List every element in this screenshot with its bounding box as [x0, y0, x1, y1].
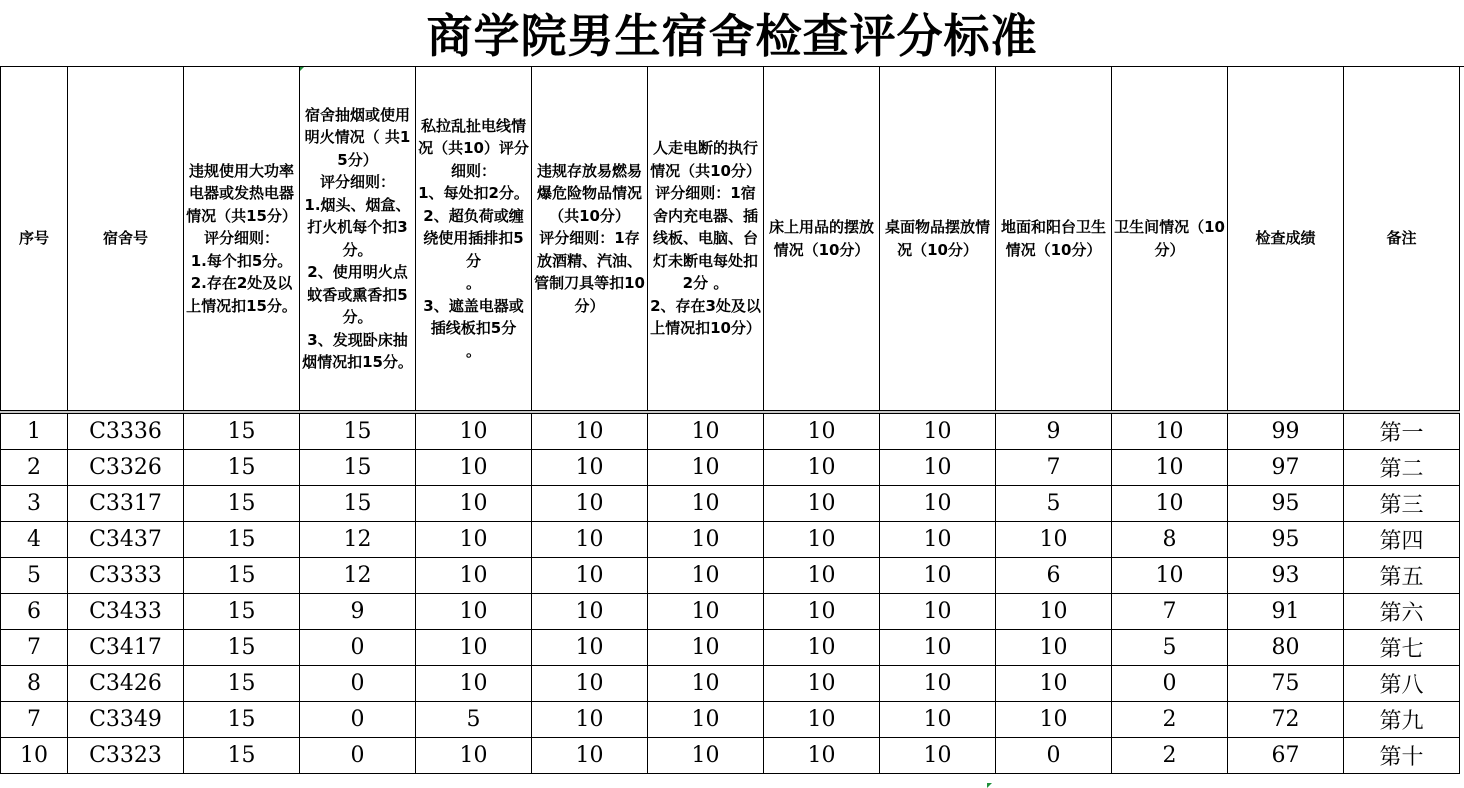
table-cell[interactable]: 10 — [1112, 486, 1228, 522]
header-cell[interactable]: 卫生间情况（10分） — [1112, 67, 1228, 411]
header-cell[interactable]: 备注 — [1344, 67, 1460, 411]
table-cell[interactable]: 0 — [1112, 666, 1228, 702]
table-cell[interactable]: 10 — [648, 414, 764, 450]
table-cell[interactable]: 10 — [1112, 414, 1228, 450]
table-cell[interactable]: 0 — [300, 702, 416, 738]
table-cell[interactable]: 10 — [532, 738, 648, 774]
table-cell[interactable]: 0 — [300, 630, 416, 666]
table-cell[interactable]: 10 — [416, 594, 532, 630]
table-cell[interactable]: 5 — [1112, 630, 1228, 666]
table-cell[interactable]: 67 — [1228, 738, 1344, 774]
table-cell[interactable]: 15 — [184, 702, 300, 738]
score-table — [0, 66, 1460, 774]
header-cell[interactable]: 宿舍抽烟或使用明火情况（ 共15分） 评分细则： 1.烟头、烟盒、打火机每个扣3分。 2、使用明火点蚊香或熏香扣5分。 3、发现卧床抽烟情况扣15分。 — [300, 67, 416, 411]
table-cell[interactable]: 10 — [532, 702, 648, 738]
table-cell[interactable]: 第五 — [1344, 558, 1460, 594]
table-cell[interactable]: 10 — [880, 522, 996, 558]
table-cell[interactable]: 8 — [1, 666, 68, 702]
header-cell[interactable]: 序号 — [1, 67, 68, 411]
table-cell[interactable]: 10 — [416, 558, 532, 594]
table-cell[interactable]: 6 — [1, 594, 68, 630]
table-cell[interactable]: 第三 — [1344, 486, 1460, 522]
table-cell[interactable]: 第十 — [1344, 738, 1460, 774]
table-row — [1, 414, 1460, 450]
comment-marker-icon — [987, 783, 992, 788]
table-cell[interactable]: C3433 — [68, 594, 184, 630]
table-cell[interactable]: 10 — [532, 558, 648, 594]
table-cell[interactable]: 12 — [300, 522, 416, 558]
table-row — [1, 486, 1460, 522]
table-cell[interactable]: 8 — [1112, 522, 1228, 558]
table-cell[interactable]: 10 — [880, 414, 996, 450]
table-row — [1, 738, 1460, 774]
table-cell[interactable]: 10 — [880, 702, 996, 738]
table-cell[interactable]: 10 — [532, 450, 648, 486]
table-row — [1, 450, 1460, 486]
table-cell[interactable]: 10 — [764, 522, 880, 558]
table-cell[interactable]: 7 — [1, 630, 68, 666]
header-cell[interactable]: 宿舍号 — [68, 67, 184, 411]
table-cell[interactable]: 10 — [880, 558, 996, 594]
table-cell[interactable]: 10 — [416, 486, 532, 522]
table-cell[interactable]: 10 — [764, 702, 880, 738]
table-cell[interactable]: 10 — [416, 738, 532, 774]
table-cell[interactable]: 第一 — [1344, 414, 1460, 450]
table-cell[interactable]: 9 — [300, 594, 416, 630]
table-cell[interactable]: 10 — [532, 522, 648, 558]
table-cell[interactable]: 10 — [996, 522, 1112, 558]
table-cell[interactable]: 第九 — [1344, 702, 1460, 738]
table-cell[interactable]: 第七 — [1344, 630, 1460, 666]
table-cell[interactable]: 12 — [300, 558, 416, 594]
table-cell[interactable]: 10 — [416, 450, 532, 486]
table-row — [1, 630, 1460, 666]
table-cell[interactable]: 10 — [764, 666, 880, 702]
table-cell[interactable]: 15 — [184, 486, 300, 522]
table-cell[interactable]: 10 — [648, 738, 764, 774]
table-cell[interactable]: C3336 — [68, 414, 184, 450]
table-cell[interactable]: 10 — [532, 630, 648, 666]
table-cell[interactable]: 10 — [1, 738, 68, 774]
table-cell[interactable]: 10 — [416, 522, 532, 558]
header-cell[interactable]: 地面和阳台卫生情况（10分） — [996, 67, 1112, 411]
table-cell[interactable]: 93 — [1228, 558, 1344, 594]
table-cell[interactable]: 10 — [648, 522, 764, 558]
table-cell[interactable]: 10 — [880, 666, 996, 702]
table-cell[interactable]: 15 — [184, 558, 300, 594]
table-cell[interactable]: C3323 — [68, 738, 184, 774]
table-cell[interactable]: 0 — [300, 666, 416, 702]
table-cell[interactable]: C3326 — [68, 450, 184, 486]
table-cell[interactable]: 5 — [416, 702, 532, 738]
header-cell[interactable]: 人走电断的执行情况（共10分） 评分细则：1宿舍内充电器、插线板、电脑、台灯未断电每处扣2分 。 2、存在3处及以上情况扣10分） — [648, 67, 764, 411]
table-cell[interactable]: 10 — [880, 450, 996, 486]
table-cell[interactable]: 15 — [300, 450, 416, 486]
table-cell[interactable]: 10 — [648, 594, 764, 630]
table-cell[interactable]: C3333 — [68, 558, 184, 594]
table-cell[interactable]: 4 — [1, 522, 68, 558]
table-cell[interactable]: 10 — [996, 594, 1112, 630]
table-cell[interactable]: 10 — [880, 738, 996, 774]
table-cell[interactable]: 91 — [1228, 594, 1344, 630]
table-cell[interactable]: 15 — [184, 450, 300, 486]
table-cell[interactable]: 10 — [1112, 558, 1228, 594]
header-cell[interactable]: 违规存放易燃易爆危险物品情况（共10分） 评分细则：1存放酒精、汽油、管制刀具等扣10分） — [532, 67, 648, 411]
table-cell[interactable]: 1 — [1, 414, 68, 450]
table-cell[interactable]: 10 — [764, 414, 880, 450]
table-cell[interactable]: 10 — [532, 594, 648, 630]
table-cell[interactable]: 10 — [648, 630, 764, 666]
table-row — [1, 702, 1460, 738]
table-cell[interactable]: 15 — [184, 666, 300, 702]
table-cell[interactable]: 10 — [996, 666, 1112, 702]
table-cell[interactable]: 7 — [1112, 594, 1228, 630]
table-cell[interactable]: 80 — [1228, 630, 1344, 666]
table-cell[interactable]: 10 — [764, 486, 880, 522]
table-cell[interactable]: 75 — [1228, 666, 1344, 702]
table-cell[interactable]: 10 — [416, 630, 532, 666]
table-cell[interactable]: 7 — [996, 450, 1112, 486]
table-cell[interactable]: 2 — [1112, 738, 1228, 774]
table-row — [1, 666, 1460, 702]
table-cell[interactable]: 0 — [300, 738, 416, 774]
table-cell[interactable]: 10 — [416, 414, 532, 450]
table-cell[interactable]: 15 — [184, 522, 300, 558]
table-cell[interactable]: 10 — [1112, 450, 1228, 486]
table-cell[interactable]: 15 — [300, 486, 416, 522]
table-cell[interactable]: 10 — [648, 666, 764, 702]
table-cell[interactable]: C3417 — [68, 630, 184, 666]
table-cell[interactable]: 10 — [648, 702, 764, 738]
table-cell[interactable]: 10 — [880, 630, 996, 666]
table-cell[interactable]: 15 — [184, 414, 300, 450]
table-cell[interactable]: 10 — [996, 630, 1112, 666]
table-cell[interactable]: 10 — [764, 738, 880, 774]
table-cell[interactable]: 95 — [1228, 522, 1344, 558]
table-cell[interactable]: 10 — [764, 630, 880, 666]
header-cell[interactable]: 床上用品的摆放情况（10分） — [764, 67, 880, 411]
table-cell[interactable]: 2 — [1112, 702, 1228, 738]
table-cell[interactable]: 10 — [416, 666, 532, 702]
header-cell[interactable]: 检查成绩 — [1228, 67, 1344, 411]
table-cell[interactable]: 第六 — [1344, 594, 1460, 630]
table-cell[interactable]: 99 — [1228, 414, 1344, 450]
table-cell[interactable]: 10 — [532, 486, 648, 522]
table-row — [1, 594, 1460, 630]
table-cell[interactable]: 95 — [1228, 486, 1344, 522]
table-cell[interactable]: 0 — [996, 738, 1112, 774]
table-cell[interactable]: 2 — [1, 450, 68, 486]
table-cell[interactable]: 10 — [996, 702, 1112, 738]
table-cell[interactable]: 15 — [184, 594, 300, 630]
table-cell[interactable]: 9 — [996, 414, 1112, 450]
table-cell[interactable]: 15 — [184, 738, 300, 774]
header-row — [1, 67, 1460, 411]
table-cell[interactable]: 6 — [996, 558, 1112, 594]
sheet-title[interactable]: 商学院男生宿舍检查评分标准 — [0, 0, 1464, 67]
header-cell[interactable]: 私拉乱扯电线情况（共10）评分细则： 1、每处扣2分。2、超负荷或缠绕使用插排扣5分 。 3、遮盖电器或插线板扣5分 。 — [416, 67, 532, 411]
table-cell[interactable]: 15 — [300, 414, 416, 450]
table-cell[interactable]: C3437 — [68, 522, 184, 558]
table-cell[interactable]: 10 — [764, 594, 880, 630]
table-cell[interactable]: 10 — [532, 666, 648, 702]
header-cell[interactable]: 违规使用大功率电器或发热电器情况（共15分） 评分细则： 1.每个扣5分。 2.存在2处及以上情况扣15分。 — [184, 67, 300, 411]
table-cell[interactable]: 第二 — [1344, 450, 1460, 486]
table-cell[interactable]: 10 — [764, 558, 880, 594]
table-cell[interactable]: 10 — [880, 594, 996, 630]
table-cell[interactable]: 3 — [1, 486, 68, 522]
table-cell[interactable]: 10 — [880, 486, 996, 522]
table-cell[interactable]: 72 — [1228, 702, 1344, 738]
table-cell[interactable]: 10 — [648, 450, 764, 486]
header-cell[interactable]: 桌面物品摆放情况（10分） — [880, 67, 996, 411]
table-row — [1, 558, 1460, 594]
table-cell[interactable]: 第八 — [1344, 666, 1460, 702]
table-row — [1, 522, 1460, 558]
table-cell[interactable]: 第四 — [1344, 522, 1460, 558]
table-cell[interactable]: 7 — [1, 702, 68, 738]
table-cell[interactable]: 97 — [1228, 450, 1344, 486]
table-cell[interactable]: 10 — [764, 450, 880, 486]
table-cell[interactable]: C3317 — [68, 486, 184, 522]
table-cell[interactable]: C3426 — [68, 666, 184, 702]
table-cell[interactable]: 10 — [648, 558, 764, 594]
table-cell[interactable]: 5 — [996, 486, 1112, 522]
table-cell[interactable]: 10 — [532, 414, 648, 450]
table-cell[interactable]: 15 — [184, 630, 300, 666]
table-cell[interactable]: 5 — [1, 558, 68, 594]
table-cell[interactable]: C3349 — [68, 702, 184, 738]
table-cell[interactable]: 10 — [648, 486, 764, 522]
